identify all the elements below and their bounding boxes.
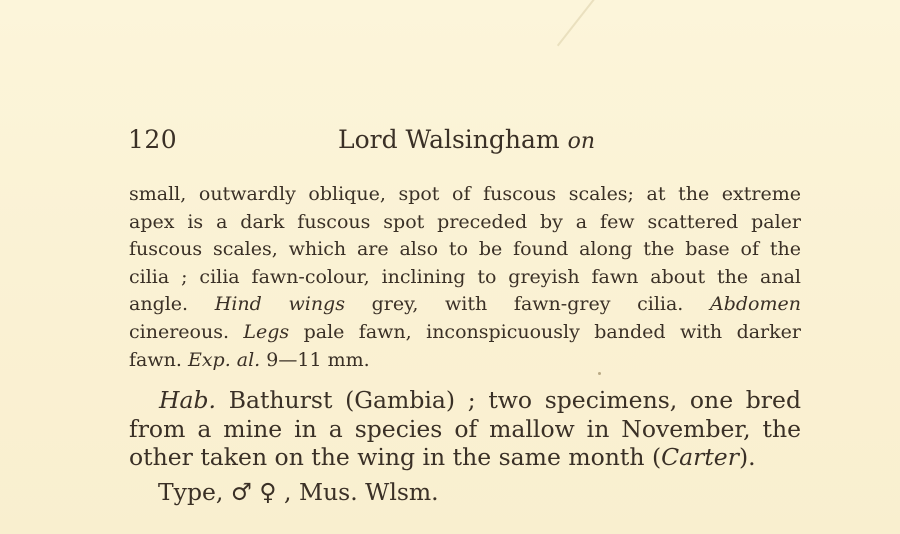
text-line — [129, 319, 801, 347]
ink-speck — [598, 372, 601, 375]
text-line — [129, 236, 801, 264]
text-segment: fawn. — [129, 348, 182, 371]
text-segment: small, outwardly oblique, spot of fuscous scales; at the extreme — [129, 183, 801, 205]
hab-label: Hab. — [159, 386, 217, 414]
habitat-paragraph — [129, 386, 801, 472]
italic-term-legs: Legs — [243, 320, 290, 343]
running-title-main: Lord Walsingham — [338, 125, 560, 154]
running-title-suffix: on — [567, 129, 595, 154]
text-segment: grey, with fawn-grey cilia. — [371, 293, 684, 316]
italic-term-abdomen: Abdomen — [710, 293, 801, 316]
type-line: Type, ♂ ♀ , Mus. Wlsm. — [158, 478, 439, 506]
running-title — [338, 125, 595, 154]
page-number: 120 — [128, 125, 178, 154]
text-line — [129, 291, 801, 319]
text-line — [129, 264, 801, 292]
text-line — [129, 386, 801, 415]
text-line — [129, 181, 801, 209]
page-fold-mark — [557, 0, 602, 46]
text-segment: angle. — [129, 293, 189, 316]
collector-name: Carter — [661, 443, 739, 471]
text-line — [129, 415, 801, 444]
text-line — [129, 347, 801, 375]
italic-term-exp-al: Exp. al. — [187, 348, 261, 371]
italic-term-hind-wings: Hind wings — [214, 293, 345, 316]
text-segment: apex is a dark fuscous spot preceded by a few scattered paler — [129, 210, 801, 233]
text-line — [129, 443, 801, 472]
text-segment: ). — [738, 443, 756, 471]
text-segment: Bathurst (Gambia) ; two specimens, one bred — [228, 386, 801, 414]
text-segment: cilia ; cilia fawn-colour, inclining to greyish fawn about the anal — [129, 265, 801, 288]
text-segment: cinereous. — [129, 320, 229, 343]
text-segment: 9—11 mm. — [266, 348, 370, 371]
text-segment: other taken on the wing in the same month ( — [129, 443, 662, 471]
running-head — [0, 125, 900, 161]
description-paragraph — [129, 181, 801, 374]
text-segment: pale fawn, inconspicuously banded with darker — [303, 320, 801, 343]
text-segment: from a mine in a species of mallow in November, the — [129, 414, 801, 443]
text-segment: fuscous scales, which are also to be found along the base of the — [129, 238, 801, 261]
text-line — [129, 209, 801, 237]
